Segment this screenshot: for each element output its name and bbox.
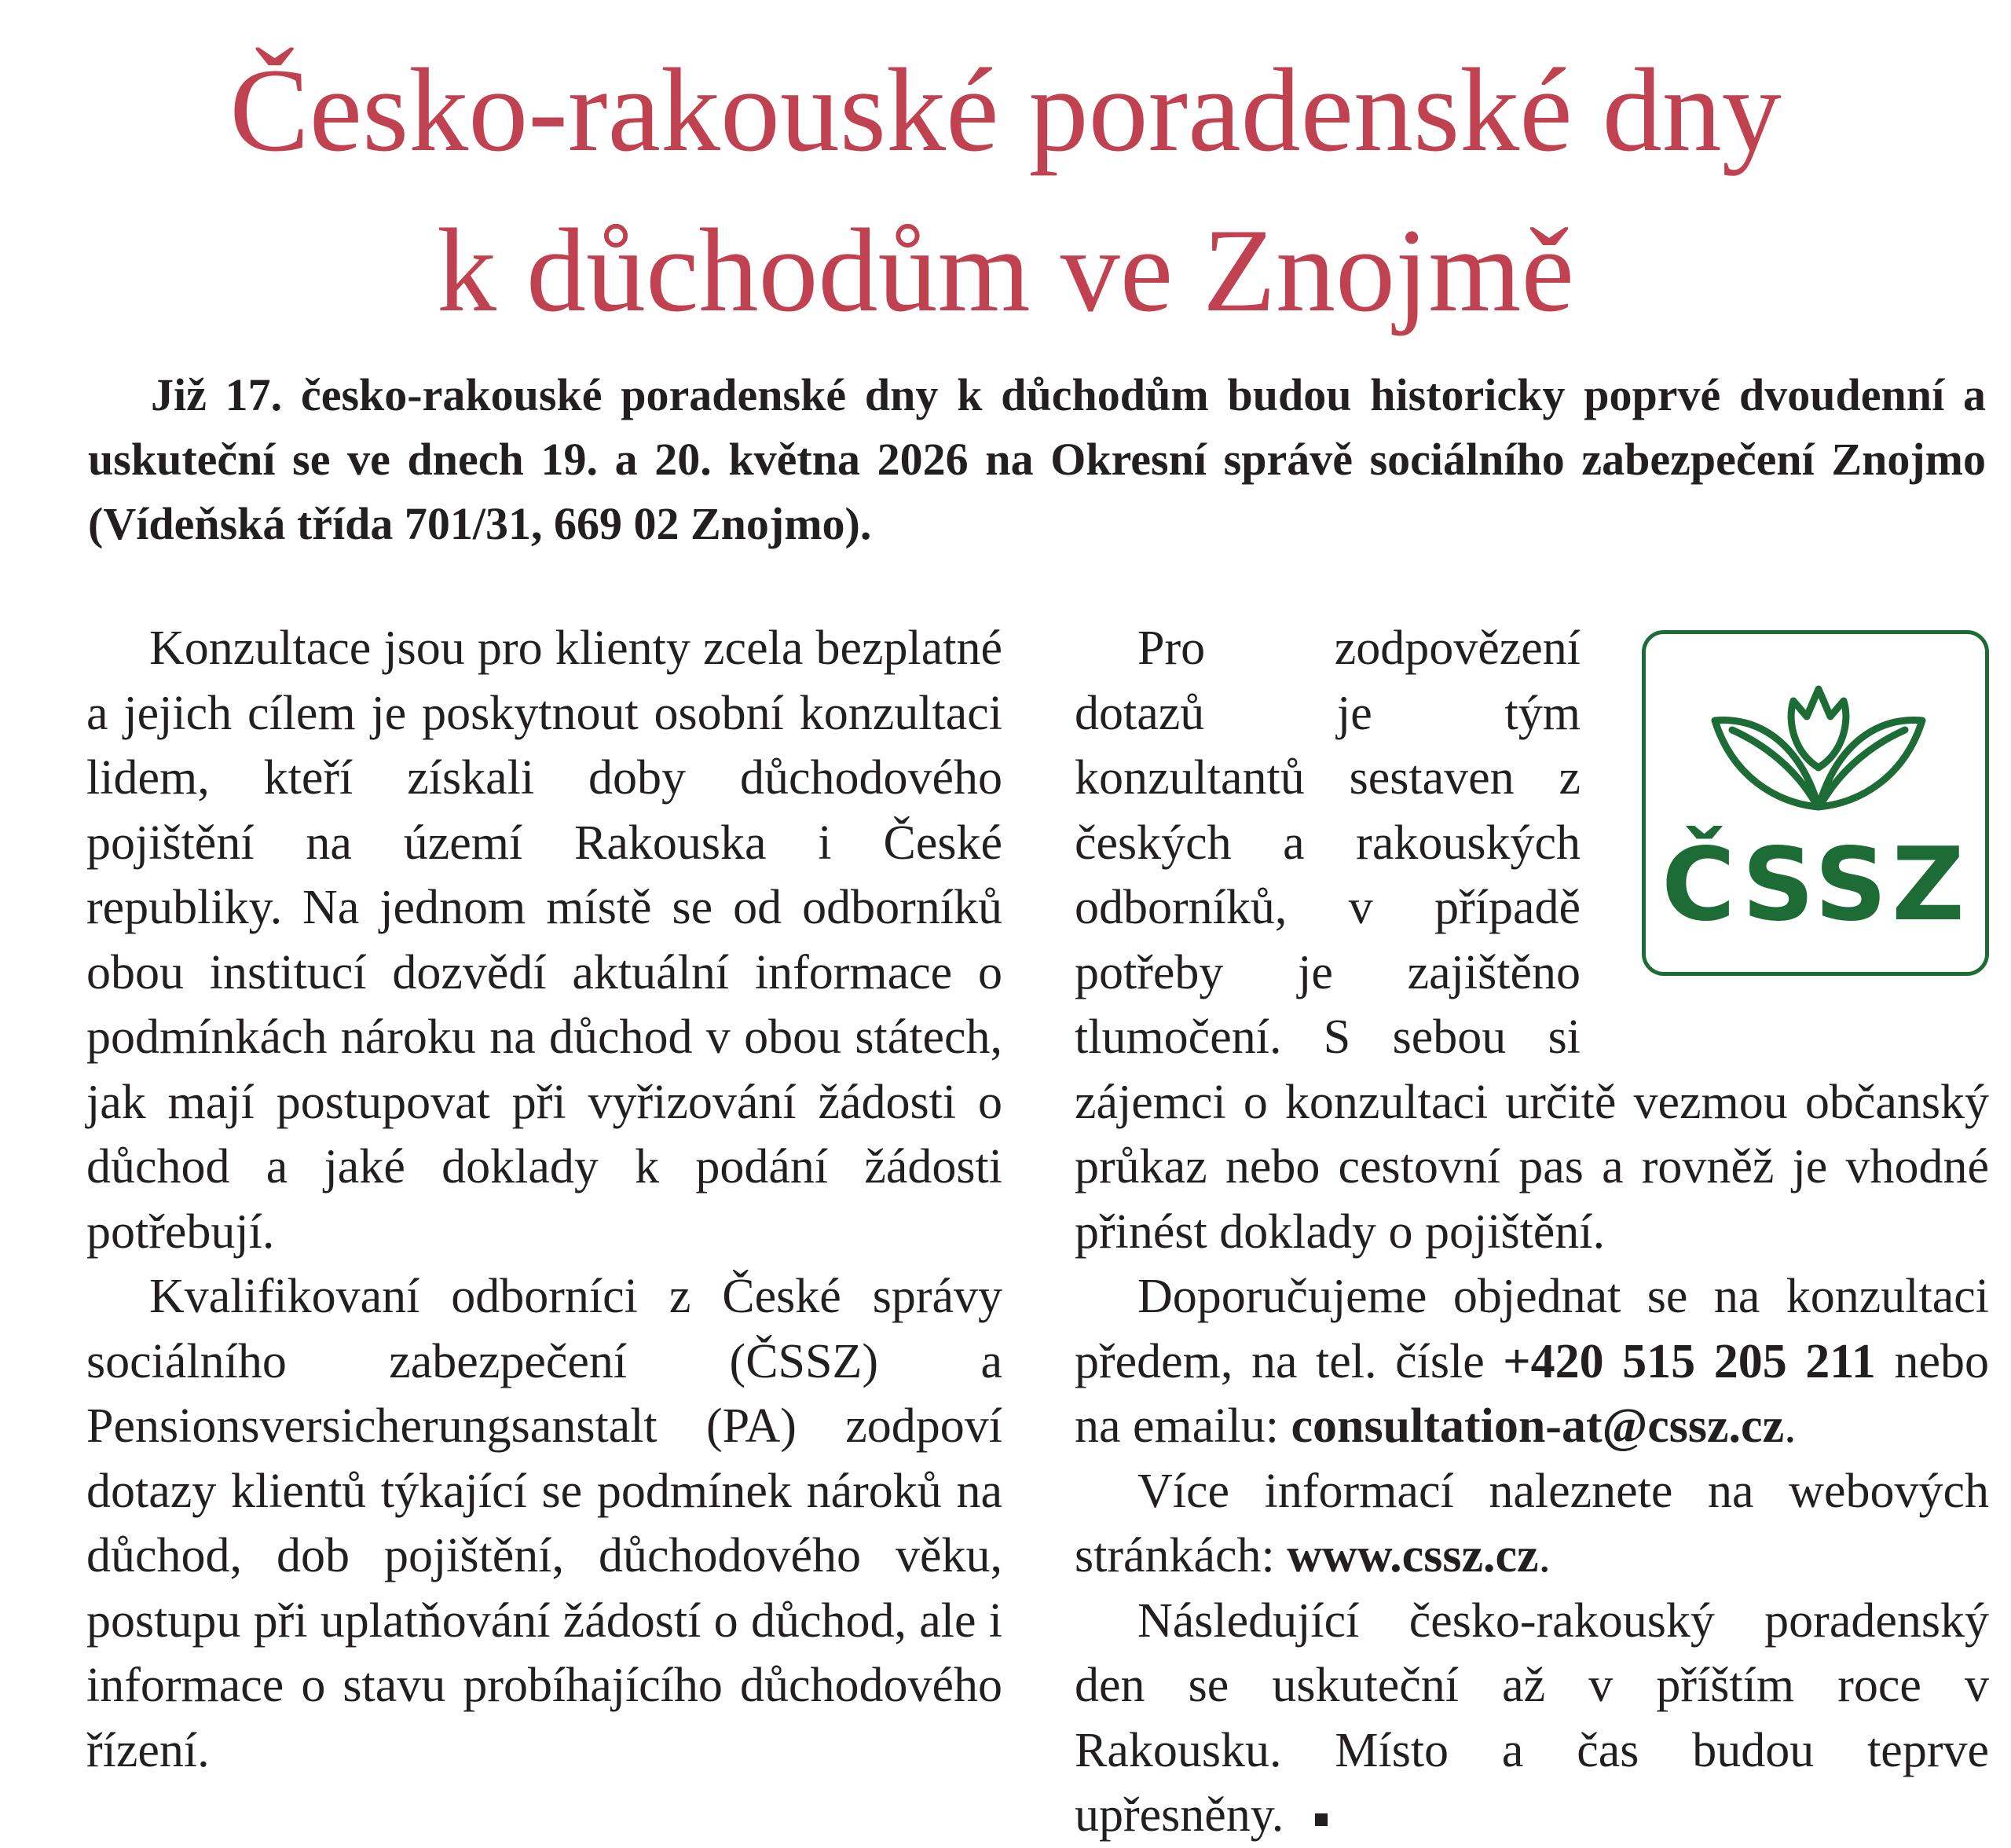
lotus-leaves-icon xyxy=(1701,673,1936,823)
right-paragraph-2 xyxy=(1075,1264,1989,1459)
logo-text: ČSSZ xyxy=(1661,827,1969,944)
left-column xyxy=(86,616,1002,1783)
right-paragraph-4 xyxy=(1075,1589,1989,1848)
more-info-end: . xyxy=(1538,1529,1551,1582)
left-paragraph-1: Konzultace jsou pro klienty zcela bezplatné a jejich cílem je poskytnout osobní konzultaci lidem, kteří získali doby důchodového pojištění na území Rakouska i České republiky. Na jednom místě se od odborníků obou institucí dozvědí aktuální informace o podmínkách nároku na důchod v obou státech, jak mají postupovat při vyřizování žádosti o důchod a jaké doklady k podání žádosti potřebují. xyxy=(86,622,1002,1259)
more-info-text: Více informací naleznete na webových stránkách: xyxy=(1075,1464,1989,1582)
end-of-article-mark xyxy=(1315,1813,1328,1826)
headline-line-1: Česko-rakouské poradenské dny xyxy=(229,44,1782,176)
booking-text-end: . xyxy=(1784,1399,1797,1453)
article-headline xyxy=(0,30,2011,350)
booking-text-middle: nebo na emailu: xyxy=(1075,1334,1989,1453)
headline-line-2: k důchodům ve Znojmě xyxy=(437,204,1574,336)
website-url: www.cssz.cz xyxy=(1287,1529,1539,1582)
right-paragraph-1: Pro zodpovězení dotazů je tým konzultantů sestaven z českých a rakouských odborníků, v případě potřeby je zajištěno tlumočení. S sebou si zájemci o konzultaci určitě vezmou občanský průkaz nebo cestovní pas a rovněž je vhodné přinést doklady o pojištění. xyxy=(1075,622,1989,1259)
booking-text: Doporučujeme objednat se na konzultaci předem, na tel. čísle xyxy=(1075,1270,1989,1388)
cssz-logo xyxy=(1612,616,1989,1009)
next-event-text: Následující česko-rakouský poradenský den se uskuteční až v příštím roce v Rakousku. Místo a čas budou teprve upřesněny. xyxy=(1075,1593,1989,1842)
email-address: consultation-at@cssz.cz xyxy=(1291,1399,1785,1453)
lead-text: Již 17. česko-rakouské poradenské dny k důchodům budou historicky poprvé dvoudenní a uskuteční se ve dnech 19. a 20. května 2026 na Okresní správě sociálního zabezpečení Znojmo (Vídeňská třída 701/31, 669 02 Znojmo). xyxy=(88,369,1986,549)
phone-number: +420 515 205 211 xyxy=(1503,1334,1876,1388)
logo-frame xyxy=(1642,630,1989,976)
right-column xyxy=(1075,616,1989,1848)
left-paragraph-2: Kvalifikovaní odborníci z České správy sociálního zabezpečení (ČSSZ) a Pensionsversicherungsanstalt (PA) zodpoví dotazy klientů týkající se podmínek nároků na důchod, dob pojištění, důchodového věku, postupu při uplatňování žádostí o důchod, ale i informace o stavu probíhajícího důchodového řízení. xyxy=(86,1270,1002,1777)
right-paragraph-3 xyxy=(1075,1459,1989,1589)
article-lead xyxy=(88,363,1986,556)
